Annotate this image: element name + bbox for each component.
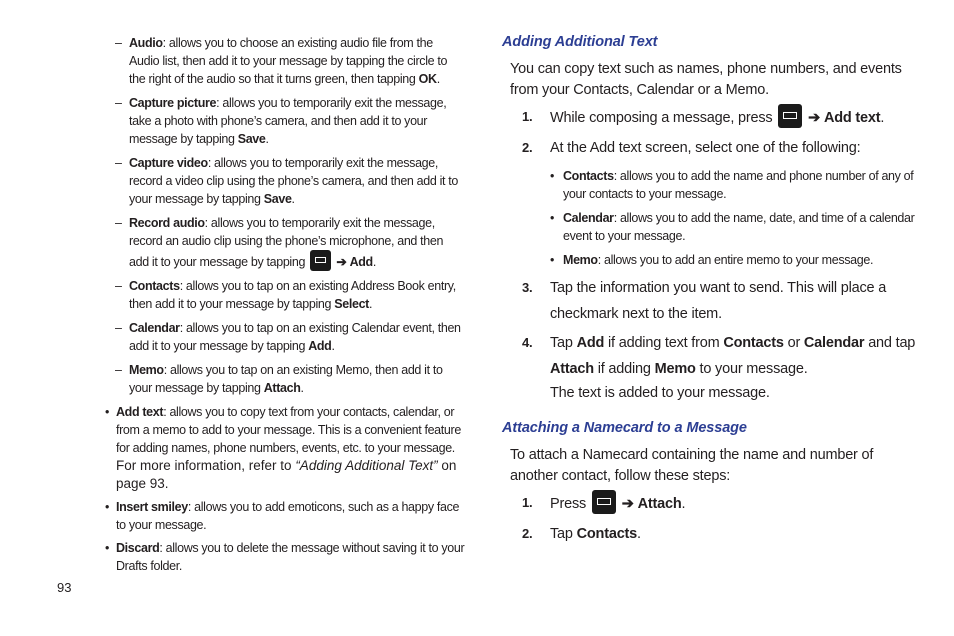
term: Discard	[116, 541, 160, 555]
action: Add	[349, 255, 373, 269]
term: Calendar	[563, 211, 614, 225]
section-intro: To attach a Namecard containing the name and number of another contact, follow these steps:	[510, 447, 874, 484]
list-item-audio	[105, 34, 465, 88]
dash-marker: –	[115, 156, 122, 170]
action: Attach	[263, 381, 301, 395]
term: Calendar	[129, 321, 180, 335]
description: : allows you to add the name and phone number of any of your contacts to your message.	[563, 169, 914, 201]
step-text: if adding text from	[604, 335, 724, 351]
punct: .	[681, 496, 686, 512]
step-text: if adding	[593, 361, 655, 377]
list-item-capture-video	[105, 154, 465, 208]
dash-marker: –	[115, 363, 122, 377]
left-column	[105, 34, 465, 580]
page-number: 93	[57, 580, 72, 595]
term: Contacts	[129, 279, 180, 293]
action: Save	[237, 132, 266, 146]
step-text: Press	[550, 496, 587, 512]
description: : allows you to tap on an existing Calendar event, then add it to your message by tapping	[129, 321, 461, 353]
step-result-note: The text is added to your message.	[550, 385, 770, 401]
action: Add	[308, 339, 332, 353]
step-text: to your message.	[695, 361, 808, 377]
term: Capture video	[129, 156, 208, 170]
step-number: 4.	[522, 335, 533, 350]
step-text: or	[783, 335, 804, 351]
punct: .	[291, 192, 295, 206]
step-action-memo: Memo	[654, 361, 696, 377]
bullet-marker: •	[550, 211, 555, 225]
step-text: and tap	[864, 335, 916, 351]
dash-marker: –	[115, 216, 122, 230]
list-item-calendar	[105, 319, 465, 355]
step-text: While composing a message, press	[550, 110, 773, 126]
term: Contacts	[563, 169, 614, 183]
term: Insert smiley	[116, 500, 188, 514]
option-memo	[550, 251, 922, 269]
step-number: 1.	[522, 495, 533, 510]
step-number: 3.	[522, 280, 533, 295]
step-3	[502, 275, 922, 327]
list-item-record-audio	[105, 214, 465, 271]
step-action: Contacts	[576, 526, 638, 542]
punct: .	[372, 255, 376, 269]
description: : allows you to temporarily exit the message, record an audio clip using the phone’s microphone, and then add it to your message by tapping	[129, 216, 444, 269]
dash-marker: –	[115, 321, 122, 335]
description: : allows you to delete the message without saving it to your Drafts folder.	[116, 541, 465, 573]
step-number: 1.	[522, 109, 533, 124]
step-text: At the Add text screen, select one of the following:	[550, 140, 861, 156]
step-number: 2.	[522, 140, 533, 155]
reference-page: on page 93.	[116, 458, 457, 491]
step-2	[502, 135, 922, 161]
punct: .	[265, 132, 269, 146]
description: : allows you to add the name, date, and time of a calendar event to your message.	[563, 211, 915, 243]
term: Add text	[116, 405, 164, 419]
step-action: Attach	[637, 496, 682, 512]
list-item-insert-smiley	[105, 498, 465, 534]
step-action-attach: Attach	[550, 361, 594, 377]
step-number: 2.	[522, 526, 533, 541]
dash-marker: –	[115, 36, 122, 50]
list-item-memo	[105, 361, 465, 397]
step-action-calendar: Calendar	[803, 335, 865, 351]
menu-key-icon	[592, 490, 616, 514]
description: : allows you to add an entire memo to your message.	[597, 253, 874, 267]
section-heading-namecard: Attaching a Namecard to a Message	[502, 420, 747, 436]
right-column	[502, 34, 922, 547]
menu-key-icon	[778, 104, 802, 128]
punct: .	[331, 339, 335, 353]
term: Record audio	[129, 216, 205, 230]
step-4	[502, 330, 922, 382]
description: : allows you to temporarily exit the message, take a photo with phone’s camera, and then add it to your message by tapping	[129, 96, 447, 146]
add-text-options	[502, 167, 922, 269]
step-text: Tap	[550, 526, 577, 542]
step-action-add: Add	[576, 335, 605, 351]
cross-reference	[116, 458, 456, 491]
step-action-contacts: Contacts	[723, 335, 784, 351]
bullet-marker: •	[105, 541, 110, 555]
step-text: Tap	[550, 335, 577, 351]
punct: .	[436, 72, 440, 86]
bullet-marker: •	[550, 169, 555, 183]
description: : allows you to tap on an existing Memo, then add it to your message by tapping	[129, 363, 443, 395]
punct: .	[368, 297, 373, 311]
arrow-icon: ➔	[621, 496, 634, 512]
description: : allows you to choose an existing audio file from the Audio list, then add it to your message by tapping the circle to the right of the audio so that it turns green, then tapping	[129, 36, 448, 86]
action: Save	[263, 192, 292, 206]
dash-marker: –	[115, 279, 122, 293]
step-action: Add text	[823, 110, 881, 126]
step-2	[502, 521, 922, 547]
section-intro: You can copy text such as names, phone numbers, and events from your Contacts, Calendar or a Memo.	[510, 61, 902, 98]
option-calendar	[550, 209, 922, 245]
list-item-add-text	[105, 403, 465, 493]
step-text: Tap the information you want to send. This will place a checkmark next to the item.	[550, 280, 887, 322]
term: Memo	[563, 253, 598, 267]
option-contacts	[550, 167, 922, 203]
arrow-icon: ➔	[808, 110, 821, 126]
description: : allows you to temporarily exit the message, record a video clip using the phone’s camera, and then add it to your message by tapping	[129, 156, 458, 206]
list-item-capture-picture	[105, 94, 465, 148]
bullet-marker: •	[105, 405, 110, 419]
term: Capture picture	[129, 96, 217, 110]
section-heading-adding-text: Adding Additional Text	[502, 34, 658, 50]
description: : allows you to add emoticons, such as a happy face to your message.	[116, 500, 460, 532]
term: Memo	[129, 363, 164, 377]
list-item-contacts	[105, 277, 465, 313]
bullet-marker: •	[550, 253, 555, 267]
description: : allows you to copy text from your contacts, calendar, or from a memo to add to your message. This is a convenient feature for adding names, phone numbers, events, etc. to your message.	[116, 405, 461, 455]
arrow-icon: ➔	[336, 255, 347, 269]
punct: .	[880, 110, 885, 126]
description: : allows you to tap on an existing Address Book entry, then add it to your message by tapping	[129, 279, 456, 311]
bullet-marker: •	[105, 500, 110, 514]
action: Select	[334, 297, 369, 311]
punct: .	[300, 381, 304, 395]
step-1	[502, 490, 922, 517]
menu-key-icon	[310, 250, 331, 271]
term: Audio	[129, 36, 163, 50]
reference-lead: For more information, refer to	[116, 458, 296, 473]
step-1	[502, 104, 922, 131]
reference-link[interactable]: “Adding Additional Text”	[295, 458, 438, 473]
action: OK	[418, 72, 437, 86]
dash-marker: –	[115, 96, 122, 110]
punct: .	[637, 526, 641, 542]
list-item-discard	[105, 539, 465, 575]
